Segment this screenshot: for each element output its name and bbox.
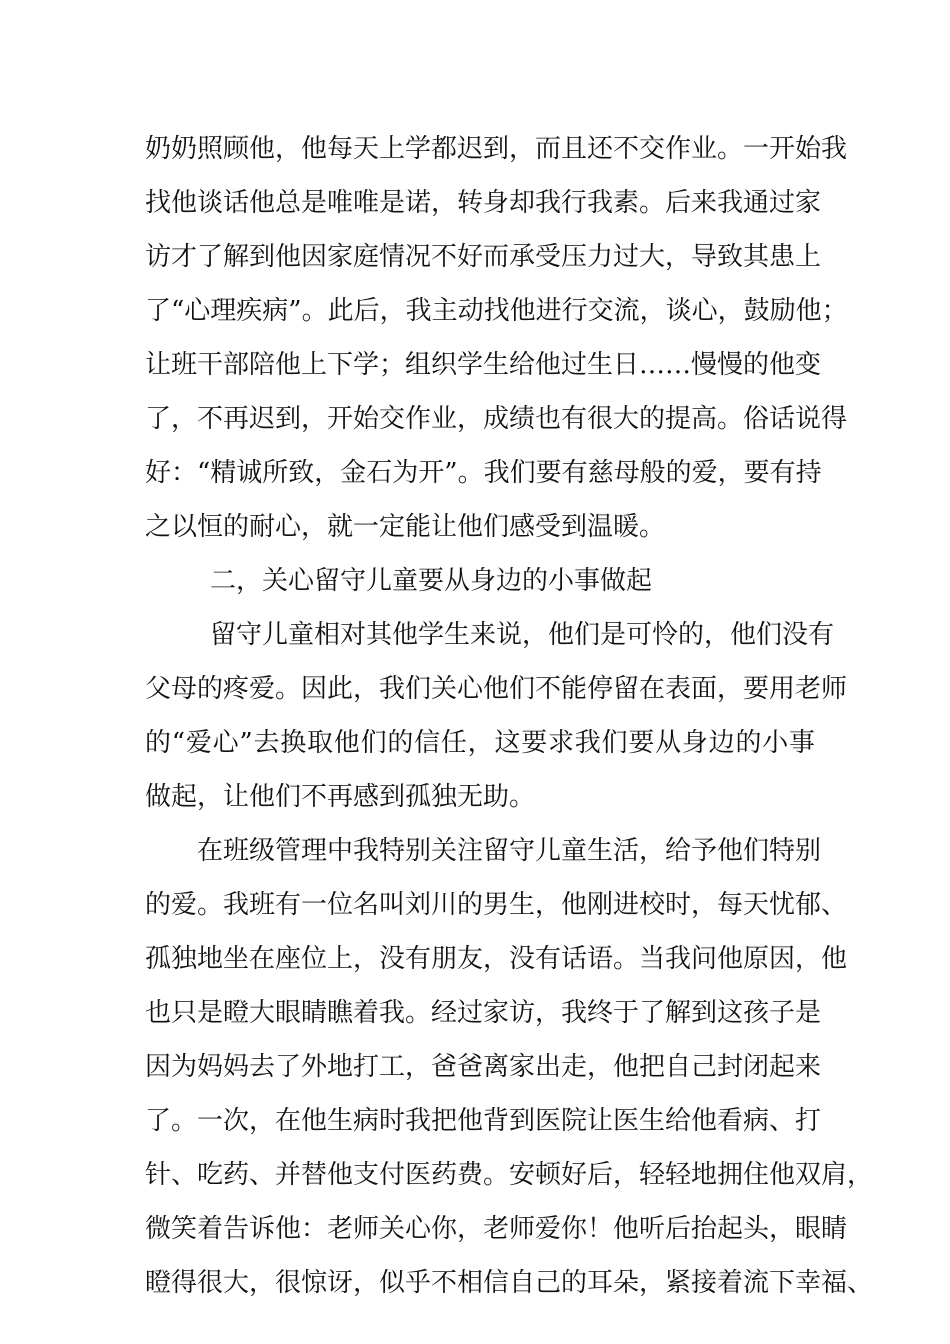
text-line: 因为妈妈去了外地打工，爸爸离家出走，他把自己封闭起来 xyxy=(145,1052,822,1082)
text-line: 孤独地坐在座位上，没有朋友，没有话语。当我问他原因，他 xyxy=(145,944,848,974)
text-line: 瞪得很大，很惊讶，似乎不相信自己的耳朵，紧接着流下幸福、 xyxy=(145,1268,874,1298)
text-line: 了“心理疾病”。此后，我主动找他进行交流，谈心，鼓励他； xyxy=(145,296,848,326)
text-line: 奶奶照顾他，他每天上学都迟到，而且还不交作业。一开始我 xyxy=(145,134,848,164)
text-line: 了，不再迟到，开始交作业，成绩也有很大的提高。俗话说得 xyxy=(145,404,848,434)
text-line: 了。一次，在他生病时我把他背到医院让医生给他看病、打 xyxy=(145,1106,822,1136)
text-line: 之以恒的耐心，就一定能让他们感受到温暖。 xyxy=(145,512,666,542)
text-line: 好：“精诚所致，金石为开”。我们要有慈母般的爱，要有持 xyxy=(145,458,822,488)
text-line: 的爱。我班有一位名叫刘川的男生，他刚进校时，每天忧郁、 xyxy=(145,890,848,920)
text-line: 访才了解到他因家庭情况不好而承受压力过大，导致其患上 xyxy=(145,242,822,272)
text-line: 找他谈话他总是唯唯是诺，转身却我行我素。后来我通过家 xyxy=(145,188,822,218)
text-line: 针、吃药、并替他支付医药费。安顿好后，轻轻地拥住他双肩， xyxy=(145,1160,874,1190)
text-line: 的“爱心”去换取他们的信任，这要求我们要从身边的小事 xyxy=(145,728,815,758)
section-heading: 二，关心留守儿童要从身边的小事做起 xyxy=(210,566,653,596)
text-line: 微笑着告诉他：老师关心你，老师爱你！他听后抬起头，眼睛 xyxy=(145,1214,848,1244)
text-line: 也只是瞪大眼睛瞧着我。经过家访，我终于了解到这孩子是 xyxy=(145,998,822,1028)
text-line: 留守儿童相对其他学生来说，他们是可怜的，他们没有 xyxy=(210,620,835,650)
text-line: 在班级管理中我特别关注留守儿童生活，给予他们特别 xyxy=(197,836,822,866)
text-line: 让班干部陪他上下学；组织学生给他过生日……慢慢的他变 xyxy=(145,350,822,380)
text-line: 做起，让他们不再感到孤独无助。 xyxy=(145,782,536,812)
text-line: 父母的疼爱。因此，我们关心他们不能停留在表面，要用老师 xyxy=(145,674,848,704)
